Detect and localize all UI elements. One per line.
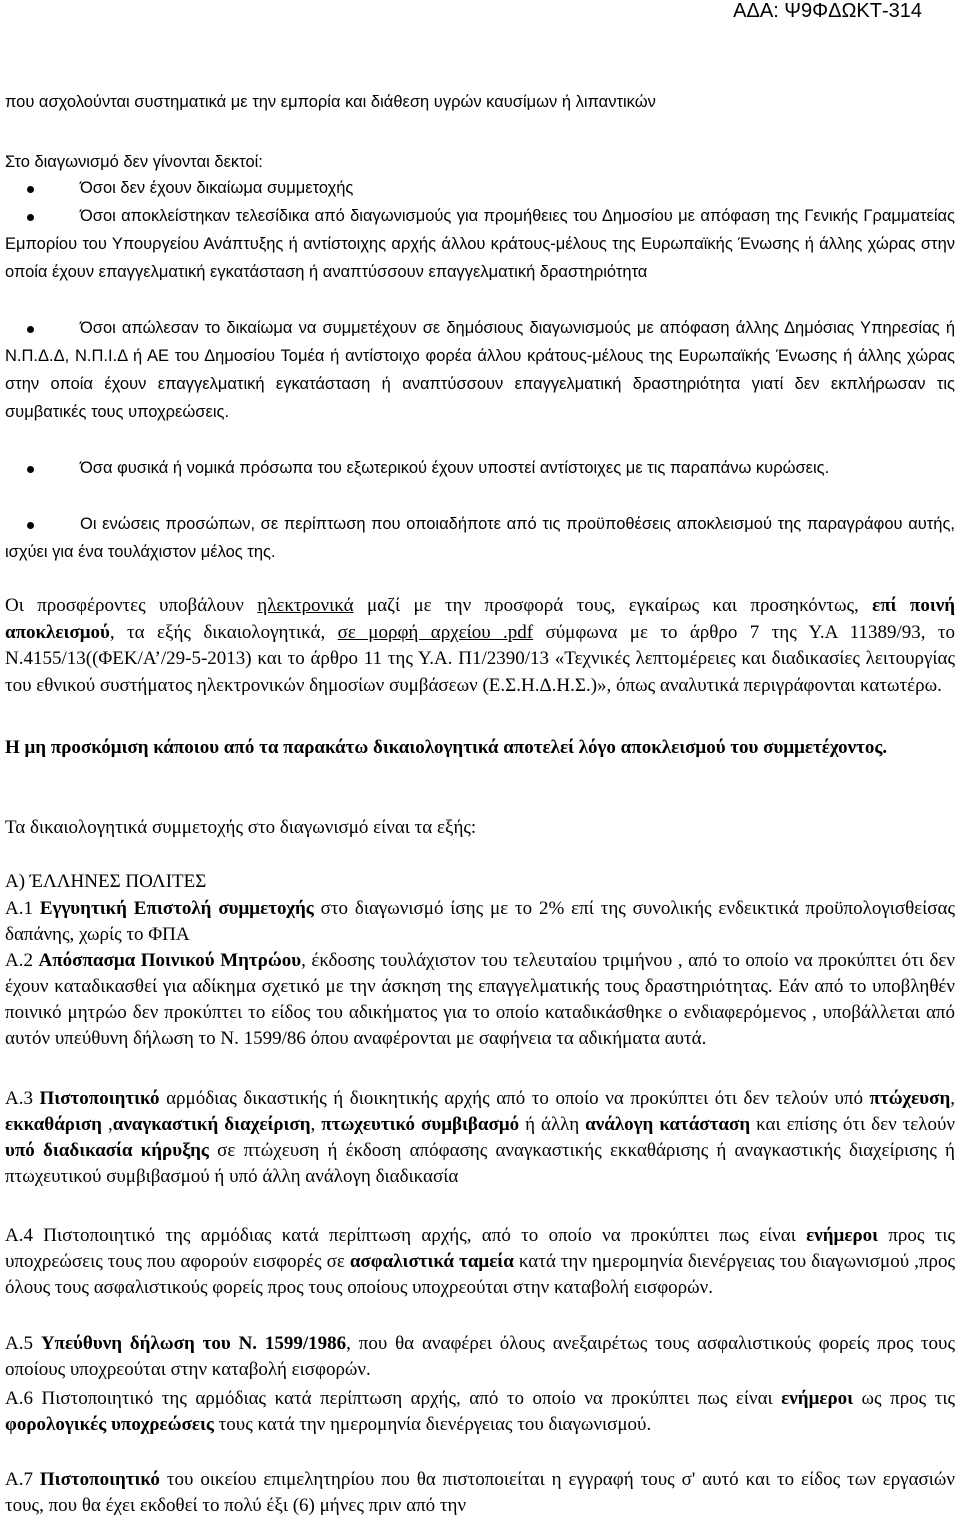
exclusion-item: Όσα φυσικά ή νομικά πρόσωπα του εξωτερικού έχουν υποστεί αντίστοιχες με τις παραπάνω κυρώσεις. [80,459,830,477]
exclusions-heading: Στο διαγωνισμό δεν γίνονται δεκτοί: [5,153,263,171]
exclusion-item: Όσοι δεν έχουν δικαίωμα συμμετοχής [80,179,354,197]
item-a7: Α.7 Πιστοποιητικό του οικείου επιμελητηρίου που θα πιστοποιείται η εγγραφή τους σ' αυτό και το είδος των εργασιών τους, που θα έχει εκδοθεί το πολύ έξι (6) μήνες πριν από την [5,1469,955,1516]
exclusion-item: Οι ενώσεις προσώπων, σε περίπτωση που οποιαδήποτε από τις προϋποθέσεις αποκλεισμού της παραγράφου αυτής, ισχύει για ένα τουλάχιστον μέλος της. [5,515,955,561]
underlined-pdf: σε μορφή αρχείου .pdf [337,621,534,643]
item-a6: Α.6 Πιστοποιητικό της αρμόδιας κατά περίπτωση αρχής, από το οποίο να προκύπτει πως είναι ενήμεροι ως προς τις φορολογικές υποχρεώσεις τους κατά την ημερομηνία διενέργειας του διαγωνισμού. [5,1388,955,1435]
item-a1: Α.1 Εγγυητική Επιστολή συμμετοχής στο διαγωνισμό ίσης με το 2% επί της συνολικής ενδεικτικά προϋπολογισθείσας δαπάνης, χωρίς το ΦΠΑ [5,898,955,945]
item-a2: Α.2 Απόσπασμα Ποινικού Μητρώου, έκδοσης τουλάχιστον του τελευταίου τριμήνου , από το οποίο να προκύπτει ότι δεν έχουν καταδικασθεί για αδίκημα σχετικό με την άσκηση της επαγγελματικής τους δραστηριότητας. Εάν από το υποβληθέν ποινικό μητρώο δεν προκύπτει το είδος του αδικήματος για το οποίο καταδικάσθηκε ο ενδιαφερόμενος , υποβάλλεται από αυτόν υπεύθυνη δήλωση το Ν. 1599/86 όπου αναφέρονται με σαφήνεια τα αδικήματα αυτά. [5,950,955,1049]
submission-paragraph: Οι προσφέροντες υποβάλουν ηλεκτρονικά μαζί με την προσφορά τους, εγκαίρως και προσηκόντως, επί ποινή αποκλεισμού, τα εξής δικαιολογητικά, σε μορφή αρχείου .pdf σύμφωνα με το άρθρο 7 της Υ.Α 11389/93, το Ν.4155/13((ΦΕΚ/Α’/29-5-2013) και το άρθρο 11 της Υ.Α. Π1/2390/13 «Τεχνικές λεπτομέρειες και διαδικασίες λειτουργίας του εθνικού συστήματος ηλεκτρονικών δημοσίων συμβάσεων (Ε.Σ.Η.Δ.Η.Σ.)», όπως αναλυτικά περιγράφονται κατωτέρω. [5,595,956,696]
intro-line: που ασχολούνται συστηματικά με την εμπορία και διάθεση υγρών καυσίμων ή λιπαντικών [5,93,656,111]
exclusion-warning: Η μη προσκόμιση κάποιου από τα παρακάτω δικαιολογητικά αποτελεί λόγο αποκλεισμού του συμμετέχοντος. [5,737,888,758]
exclusion-item: Όσοι απώλεσαν το δικαίωμα να συμμετέχουν σε δημόσιους διαγωνισμούς με απόφαση άλλης Δημόσιας Υπηρεσίας ή Ν.Π.Δ.Δ, Ν.Π.Ι.Δ ή ΑΕ του Δημοσίου Τομέα ή αντίστοιχο φορέα άλλου κράτους-μέλους της Ευρωπαϊκής Ένωσης ή άλλης χώρας στην οποία έχουν επαγγελματική εγκατάσταση ή αναπτύσσουν επαγγελματική δραστηριότητα γιατί δεν εκπλήρωσαν τις συμβατικές τους υποχρεώσεις. [5,319,955,421]
exclusion-item: Όσοι αποκλείστηκαν τελεσίδικα από διαγωνισμούς για προμήθειες του Δημοσίου με απόφαση της Γενικής Γραμματείας Εμπορίου του Υπουργείου Ανάπτυξης ή αντίστοιχης αρχής άλλου κράτους-μέλους της Ευρωπαϊκής Ένωσης ή άλλης χώρας στην οποία έχουν επαγγελματική εγκατάσταση ή αναπτύσσουν επαγγελματική δραστηριότητα [5,207,955,281]
bold-penalty: επί ποινή αποκλεισμού [5,595,956,643]
item-a5: Α.5 Υπεύθυνη δήλωση του Ν. 1599/1986, που θα αναφέρει όλους ανεξαιρέτως τους ασφαλιστικούς φορείς προς τους οποίους υποχρεούται στην καταβολή εισφορών. [5,1333,955,1380]
item-a3: Α.3 Πιστοποιητικό αρμόδιας δικαστικής ή διοικητικής αρχής από το οποίο να προκύπτει ότι δεν τελούν υπό πτώχευση, εκκαθάριση ,αναγκαστική διαχείριση, πτωχευτικό συμβιβασμό ή άλλη ανάλογη κατάσταση και επίσης ότι δεν τελούν υπό διαδικασία κήρυξης σε πτώχευση ή έκδοση απόφασης αναγκαστικής εκκαθάρισης ή αναγκαστικής διαχείρισης ή πτωχευτικού συμβιβασμού ή υπό άλλη ανάλογη διαδικασία [5,1088,955,1187]
ada-header: ΑΔΑ: Ψ9ΦΔΩΚΤ-314 [733,0,922,22]
item-a4: Α.4 Πιστοποιητικό της αρμόδιας κατά περίπτωση αρχής, από το οποίο να προκύπτει πως είναι ενήμεροι προς τις υποχρεώσεις τους που αφορούν εισφορές σε ασφαλιστικά ταμεία κατά την ημερομηνία διενέργειας του διαγωνισμού ,προς όλους τους ασφαλιστικούς φορείς προς τους οποίους υποχρεούται στην καταβολή εισφορών. [5,1225,955,1298]
underlined-electronic: ηλεκτρονικά [257,595,354,616]
section-a-heading: Α) ΈΛΛΗΝΕΣ ΠΟΛΙΤΕΣ [5,871,207,892]
docs-intro: Τα δικαιολογητικά συμμετοχής στο διαγωνισμό είναι τα εξής: [5,817,477,838]
